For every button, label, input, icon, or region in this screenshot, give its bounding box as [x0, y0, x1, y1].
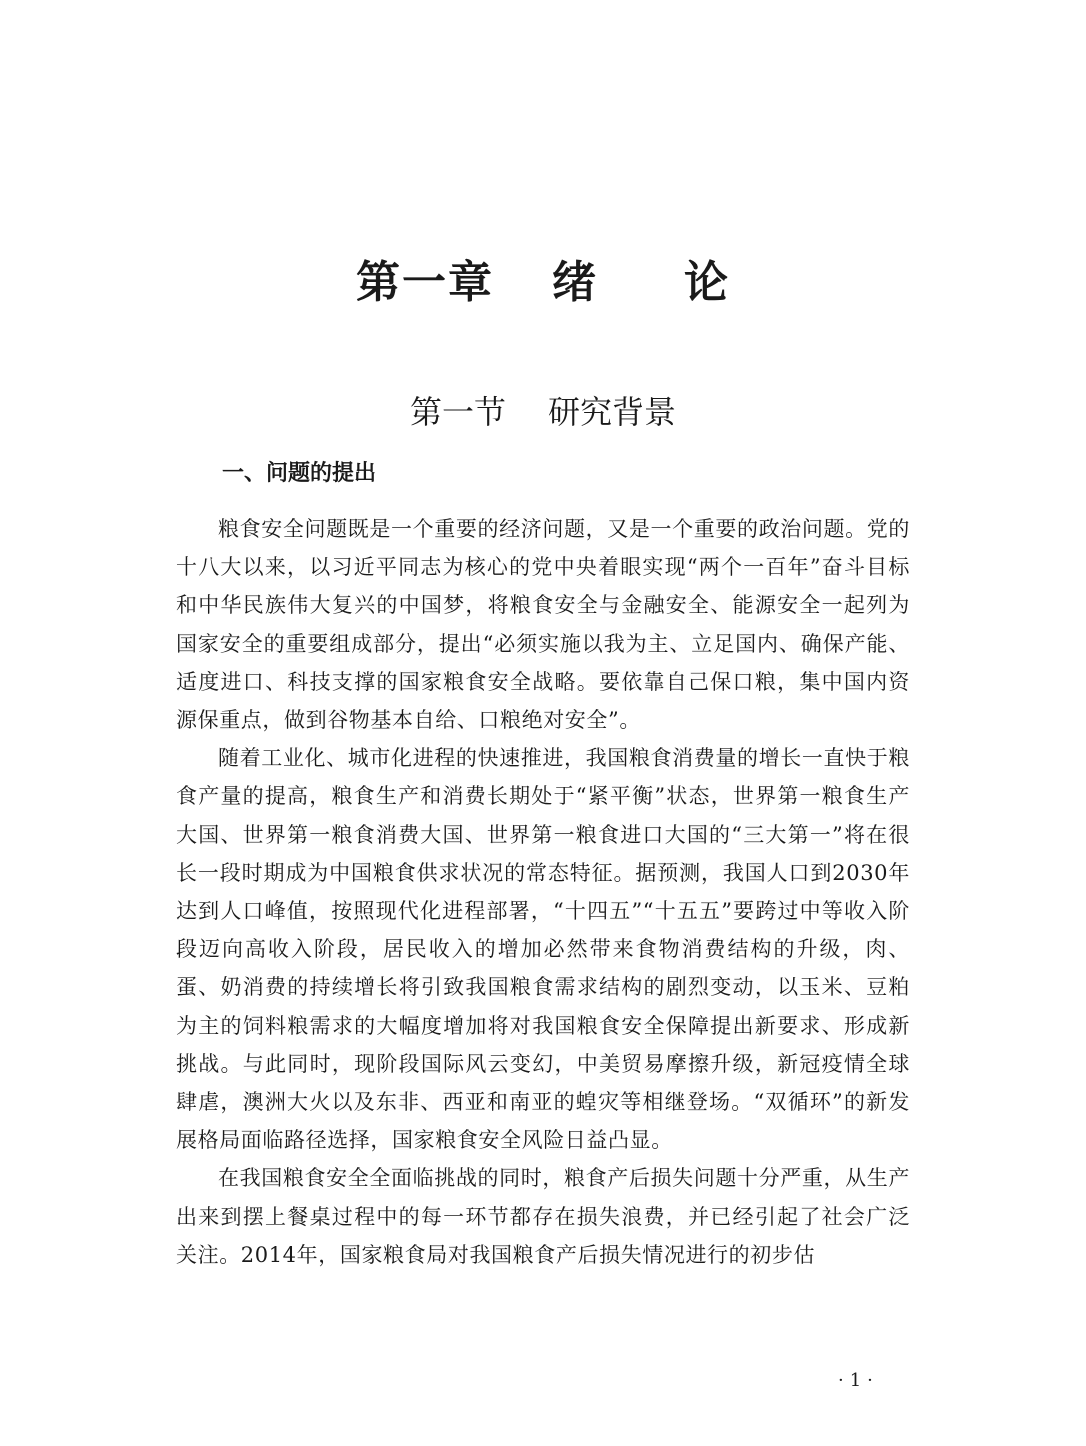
- paragraph: 随着工业化、城市化进程的快速推进，我国粮食消费量的增长一直快于粮食产量的提高，粮食生产和消费长期处于“紧平衡”状态，世界第一粮食生产大国、世界第一粮食消费大国、世界第一粮食进口大国的“三大第一”将在很长一段时期成为中国粮食供求状况的常态特征。据预测，我国人口到2030年达到人口峰值，按照现代化进程部署，“十四五”“十五五”要跨过中等收入阶段迈向高收入阶段，居民收入的增加必然带来食物消费结构的升级，肉、蛋、奶消费的持续增长将引致我国粮食需求结构的剧烈变动，以玉米、豆粕为主的饲料粮需求的大幅度增加将对我国粮食安全保障提出新要求、形成新挑战。与此同时，现阶段国际风云变幻，中美贸易摩擦升级，新冠疫情全球肆虐，澳洲大火以及东非、西亚和南亚的蝗灾等相继登场。“双循环”的新发展格局面临路径选择，国家粮食安全风险日益凸显。: [176, 746, 910, 1153]
- body-text: [176, 510, 910, 1274]
- section-name: 研究背景: [548, 393, 677, 431]
- chapter-word-1: 绪: [552, 257, 598, 308]
- chapter-prefix: 第一章: [356, 257, 494, 308]
- paragraph: 粮食安全问题既是一个重要的经济问题，又是一个重要的政治问题。党的十八大以来，以习近平同志为核心的党中央着眼实现“两个一百年”奋斗目标和中华民族伟大复兴的中国梦，将粮食安全与金融安全、能源安全一起列为国家安全的重要组成部分，提出“必须实施以我为主、立足国内、确保产能、适度进口、科技支撑的国家粮食安全战略。要依靠自己保口粮，集中国内资源保重点，做到谷物基本自给、口粮绝对安全”。: [176, 517, 910, 733]
- paragraph: 在我国粮食安全全面临挑战的同时，粮食产后损失问题十分严重，从生产出来到摆上餐桌过程中的每一环节都存在损失浪费，并已经引起了社会广泛关注。2014年，国家粮食局对我国粮食产后损失情况进行的初步估: [176, 1166, 910, 1267]
- page-number: ·1·: [838, 1370, 879, 1391]
- section-title: [0, 390, 1086, 434]
- chapter-word-2: 论: [684, 257, 730, 308]
- subsection-heading: 一、问题的提出: [222, 461, 377, 486]
- chapter-title: [0, 255, 1086, 311]
- section-number: 第一节: [409, 393, 506, 431]
